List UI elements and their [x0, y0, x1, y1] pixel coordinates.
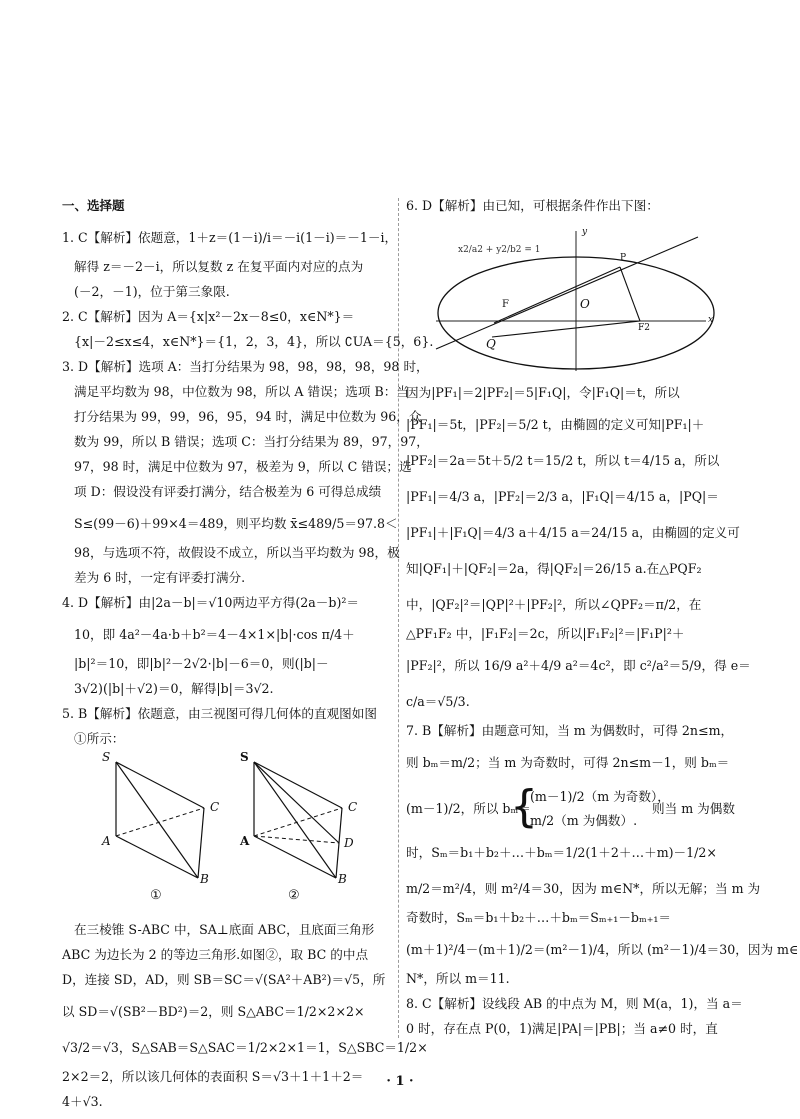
text-line: ①所示： — [74, 731, 125, 746]
text-line: 8. C【解析】设线段 AB 的中点为 M，则 M(a，1)，当 a＝ — [406, 996, 743, 1011]
text-line: 3. D【解析】选项 A：当打分结果为 98，98，98，98，98 时， — [62, 359, 429, 374]
page-number: · 1 · — [386, 1074, 414, 1089]
text-line: m/2＝m²/4，则 m²/4＝30，因为 m∈N*，所以无解；当 m 为 — [406, 881, 761, 896]
text-line: 打分结果为 99，99，96，95，94 时，满足中位数为 96，众 — [74, 409, 422, 424]
label-s: S — [102, 750, 111, 764]
text-line: 项 D：假设没有评委打满分，结合极差为 6 可得总成绩 — [74, 484, 382, 499]
text-line: |PF₁|＋|F₁Q|＝4/3 a＋4/15 a＝24/15 a，由椭圆的定义可 — [406, 525, 740, 540]
label-b: B — [200, 872, 209, 886]
text-line: 差为 6 时，一定有评委打满分. — [74, 570, 246, 585]
figure-1 — [102, 750, 222, 903]
text-line: 时，Sₘ＝b₁＋b₂＋…＋bₘ＝1/2(1＋2＋…＋m)－1/2× — [406, 845, 717, 860]
text-line: 6. D【解析】由已知，可根据条件作出下图： — [406, 198, 659, 213]
text-line: 7. B【解析】由题意可知，当 m 为偶数时，可得 2n≤m， — [406, 723, 734, 738]
label-f2: F2 — [638, 323, 650, 333]
text-line: 奇数时，Sₘ＝b₁＋b₂＋…＋bₘ＝Sₘ₊₁－bₘ₊₁＝ — [406, 910, 672, 925]
label-y: y — [582, 227, 588, 237]
label-d: D — [344, 836, 354, 850]
text-line: 则 bₘ＝m/2；当 m 为奇数时，可得 2n≤m－1，则 bₘ＝ — [406, 755, 730, 770]
tetrahedron-figure-1 — [102, 756, 222, 886]
text-line: 4＋√3. — [62, 1094, 103, 1109]
left-column — [62, 198, 434, 1119]
piecewise-definition — [406, 781, 746, 832]
text-line: S≤(99－6)＋99×4＝489，则平均数 x̄≤489/5＝97.8＜ — [74, 516, 398, 531]
text-line: 10，即 4a²－4a·b＋b²＝4－4×1×|b|·cos π/4＋ — [74, 627, 355, 642]
text-line: 以 SD＝√(SB²－BD²)＝2，则 S△ABC＝1/2×2×2× — [62, 1004, 365, 1019]
piecewise-tail: 则当 m 为偶数 — [652, 801, 735, 816]
figure-1-caption: ① — [150, 888, 162, 903]
text-line: |PF₁|＝5t，|PF₂|＝5/2 t，由椭圆的定义可知|PF₁|＋ — [406, 417, 705, 432]
right-column — [406, 198, 799, 1046]
ellipse-equation: x2/a2 + y2/b2 = 1 — [458, 245, 541, 255]
ellipse-figure — [406, 223, 746, 375]
text-line: 解得 z＝－2－i，所以复数 z 在复平面内对应的点为 — [74, 259, 364, 274]
text-line: 数为 99，所以 B 错误；选项 C：当打分结果为 89，97，97， — [74, 434, 429, 449]
text-line: {x|－2≤x≤4，x∈N*}＝{1，2，3，4}，所以 ∁UA＝{5，6}. — [74, 334, 434, 349]
text-line: 2×2＝2，所以该几何体的表面积 S＝√3＋1＋1＋2＝ — [62, 1069, 364, 1084]
piecewise-case-even: m/2（m 为偶数）. — [530, 813, 638, 828]
text-line: |PF₂|＝2a＝5t＋5/2 t＝15/2 t，所以 t＝4/15 a，所以 — [406, 453, 720, 468]
text-line: 98，与选项不符，故假设不成立，所以当平均数为 98，极 — [74, 545, 400, 560]
text-line: N*，所以 m＝11. — [406, 971, 510, 986]
text-line: 3√2)(|b|＋√2)＝0，解得|b|＝3√2. — [74, 681, 274, 696]
text-line: |PF₂|²，所以 16/9 a²＋4/9 a²＝4c²，即 c²/a²＝5/9，得 e＝ — [406, 658, 751, 673]
tetrahedron-figure-2 — [240, 756, 360, 886]
text-line: 知|QF₁|＋|QF₂|＝2a，得|QF₂|＝26/15 a.在△PQF₂ — [406, 561, 702, 576]
text-line: 满足平均数为 98，中位数为 98，所以 A 错误；选项 B：当 — [74, 384, 409, 399]
text-line: c/a＝√5/3. — [406, 694, 470, 709]
text-line: 1. C【解析】依题意，1＋z＝(1－i)/i＝－i(1－i)＝－1－i， — [62, 230, 398, 245]
column-divider — [398, 198, 399, 1038]
text-line: (m＋1)²/4－(m＋1)/2＝(m²－1)/4，所以 (m²－1)/4＝30，因为 m∈ — [406, 942, 799, 957]
brace-glyph: { — [510, 781, 538, 832]
text-line: |PF₁|＝4/3 a，|PF₂|＝2/3 a，|F₁Q|＝4/15 a，|PQ|＝ — [406, 489, 719, 504]
text-line: √3/2＝√3，S△SAB＝S△SAC＝1/2×2×1＝1，S△SBC＝1/2× — [62, 1040, 428, 1055]
text-line: 97，98 时，满足中位数为 97，极差为 9，所以 C 错误；选 — [74, 459, 412, 474]
label-s: S — [240, 750, 249, 764]
text-line: |b|²＝10，即|b|²－2√2·|b|－6＝0，则(|b|－ — [74, 656, 329, 671]
label-f1: F — [502, 299, 509, 310]
ellipse-diagram — [406, 223, 746, 375]
text-line: 因为|PF₁|＝2|PF₂|＝5|F₁Q|，令|F₁Q|＝t，所以 — [406, 385, 680, 400]
label-x: x — [708, 315, 714, 325]
text-line: △PF₁F₂ 中，|F₁F₂|＝2c，所以|F₁F₂|²＝|F₁P|²＋ — [406, 626, 685, 641]
label-b: B — [338, 872, 347, 886]
text-line: ABC 为边长为 2 的等边三角形.如图②，取 BC 的中点 — [62, 947, 369, 962]
text-line: 2. C【解析】因为 A＝{x|x²－2x－8≤0，x∈N*}＝ — [62, 309, 355, 324]
text-line: 5. B【解析】依题意，由三视图可得几何体的直观图如图 — [62, 706, 377, 721]
label-c: C — [210, 800, 220, 814]
label-c: C — [348, 800, 358, 814]
label-p: P — [620, 253, 627, 263]
text-line: 在三棱锥 S-ABC 中，SA⊥底面 ABC，且底面三角形 — [74, 922, 375, 937]
figure-2-caption: ② — [288, 888, 300, 903]
label-a: A — [102, 834, 111, 848]
label-q: Q — [486, 337, 496, 351]
label-o: O — [580, 297, 590, 311]
text-line: 中，|QF₂|²＝|QP|²＋|PF₂|²，所以∠QPF₂＝π/2，在 — [406, 597, 702, 612]
section-heading: 一、选择题 — [62, 198, 125, 213]
figure-2 — [240, 750, 360, 903]
text-line: D，连接 SD，AD，则 SB＝SC＝√(SA²＋AB²)＝√5，所 — [62, 972, 386, 987]
piecewise-case-odd: (m－1)/2（m 为奇数）， — [530, 789, 670, 804]
text-line: 4. D【解析】由|2a－b|＝√10两边平方得(2a－b)²＝ — [62, 595, 360, 610]
piecewise-lead: (m－1)/2，所以 bₘ＝ — [406, 801, 531, 816]
text-line: 0 时，存在点 P(0，1)满足|PA|＝|PB|；当 a≠0 时，直 — [406, 1021, 718, 1036]
geometry-figures — [62, 750, 390, 914]
label-a: A — [240, 834, 250, 848]
text-line: (－2，－1)，位于第三象限. — [74, 284, 230, 299]
